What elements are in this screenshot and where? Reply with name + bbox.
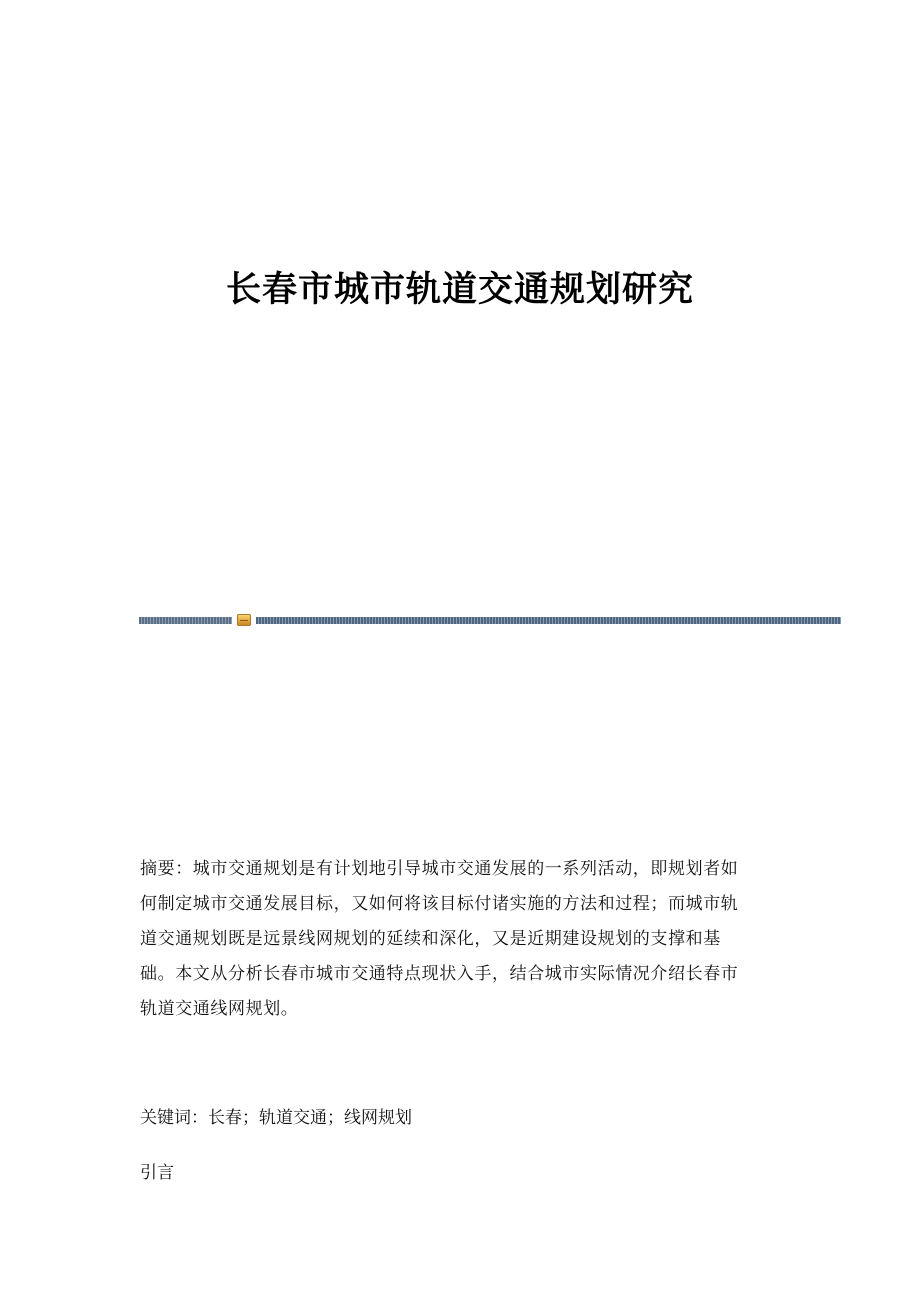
abstract-line: 何制定城市交通发展目标，又如何将该目标付诸实施的方法和过程；而城市轨 — [140, 894, 739, 914]
abstract-paragraph — [140, 852, 780, 1027]
document-title: 长春市城市轨道交通规划研究 — [225, 269, 694, 310]
keywords-line: 关键词：长春；轨道交通；线网规划 — [140, 1108, 412, 1128]
abstract-line: 道交通规划既是远景线网规划的延续和深化，又是近期建设规划的支撑和基 — [140, 929, 721, 949]
abstract-line: 轨道交通线网规划。 — [140, 999, 299, 1019]
divider-ornament-icon — [237, 614, 251, 626]
abstract-line: 础。本文从分析长春市城市交通特点现状入手，结合城市实际情况介绍长春市 — [140, 964, 739, 984]
abstract-line: 摘要：城市交通规划是有计划地引导城市交通发展的一系列活动，即规划者如 — [140, 859, 739, 879]
section-divider — [139, 614, 841, 626]
divider-bar-left — [139, 617, 232, 624]
divider-bar-right — [256, 617, 841, 624]
intro-heading: 引言 — [140, 1163, 174, 1183]
